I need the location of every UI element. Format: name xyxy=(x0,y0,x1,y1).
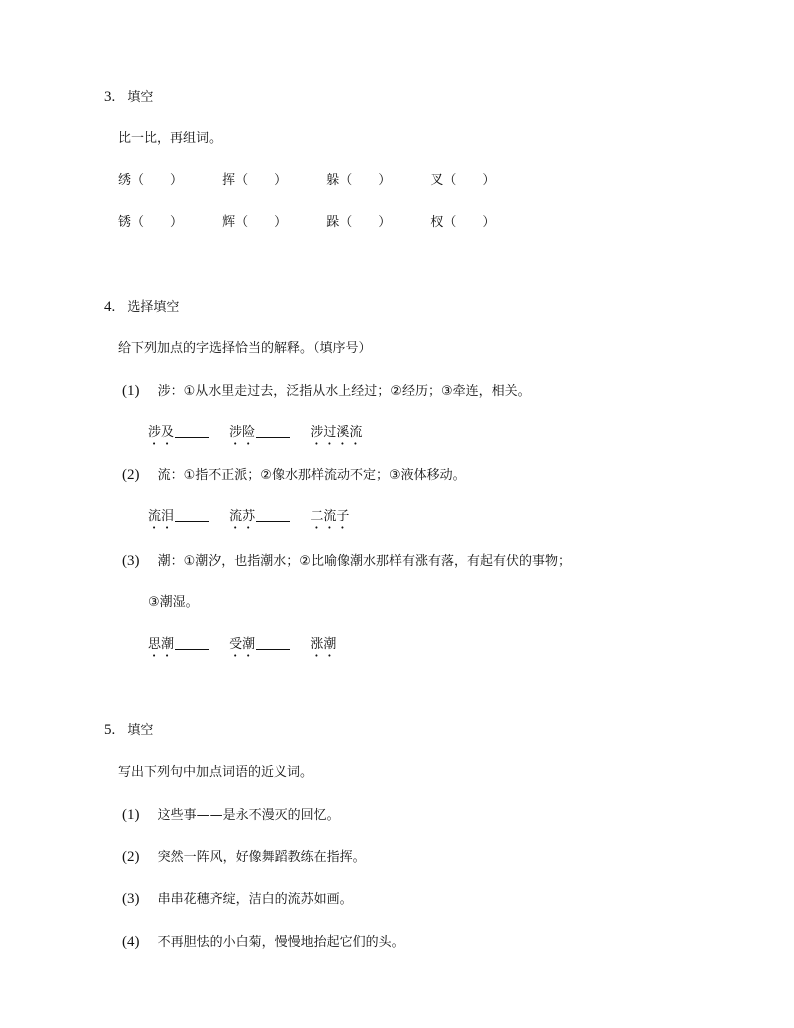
answer-blank[interactable] xyxy=(256,649,290,650)
section-4-instruction: 给下列加点的字选择恰当的解释。（填序号） xyxy=(118,341,372,356)
section-5-instruction: 写出下列句中加点词语的近义词。 xyxy=(118,765,314,780)
section-3-heading: 3. 填空 xyxy=(104,89,154,105)
question-4-3: (3) 潮：①潮汐，也指潮水；②比喻像潮水那样有涨有落，有起有伏的事物； xyxy=(122,553,571,569)
question-5-3: (3) 串串花穗齐绽，洁白的流苏如画。 xyxy=(122,891,353,907)
answer-blank[interactable] xyxy=(175,649,209,650)
question-4-1-words: 涉及 涉险 涉过溪流 xyxy=(148,425,363,440)
answer-blank[interactable] xyxy=(175,521,209,522)
question-5-2: (2) 突然一阵风，好像舞蹈教练在指挥。 xyxy=(122,849,366,865)
question-5-4: (4) 不再胆怯的小白菊，慢慢地抬起它们的头。 xyxy=(122,934,405,950)
answer-blank[interactable] xyxy=(175,437,209,438)
section-3-instruction: 比一比，再组词。 xyxy=(118,131,223,146)
compare-row-2: 锈（ ） 辉（ ） 跺（ ） 杈（ ） xyxy=(118,215,496,230)
section-5-heading: 5. 填空 xyxy=(104,722,154,738)
section-4-heading: 4. 选择填空 xyxy=(104,299,180,315)
question-4-3-words: 思潮 受潮 涨潮 xyxy=(148,637,337,652)
compare-row-1: 绣（ ） 挥（ ） 躲（ ） 叉（ ） xyxy=(118,173,496,188)
question-4-2-words: 流泪 流苏 二流子 xyxy=(148,509,350,524)
question-5-1: (1) 这些事——是永不漫灭的回忆。 xyxy=(122,807,340,823)
question-4-1: (1) 涉：①从水里走过去，泛指从水上经过；②经历；③牵连，相关。 xyxy=(122,383,531,399)
question-4-3-continued: ③潮湿。 xyxy=(148,595,199,610)
question-4-2: (2) 流：①指不正派；②像水那样流动不定；③液体移动。 xyxy=(122,467,466,483)
answer-blank[interactable] xyxy=(256,437,290,438)
answer-blank[interactable] xyxy=(256,521,290,522)
